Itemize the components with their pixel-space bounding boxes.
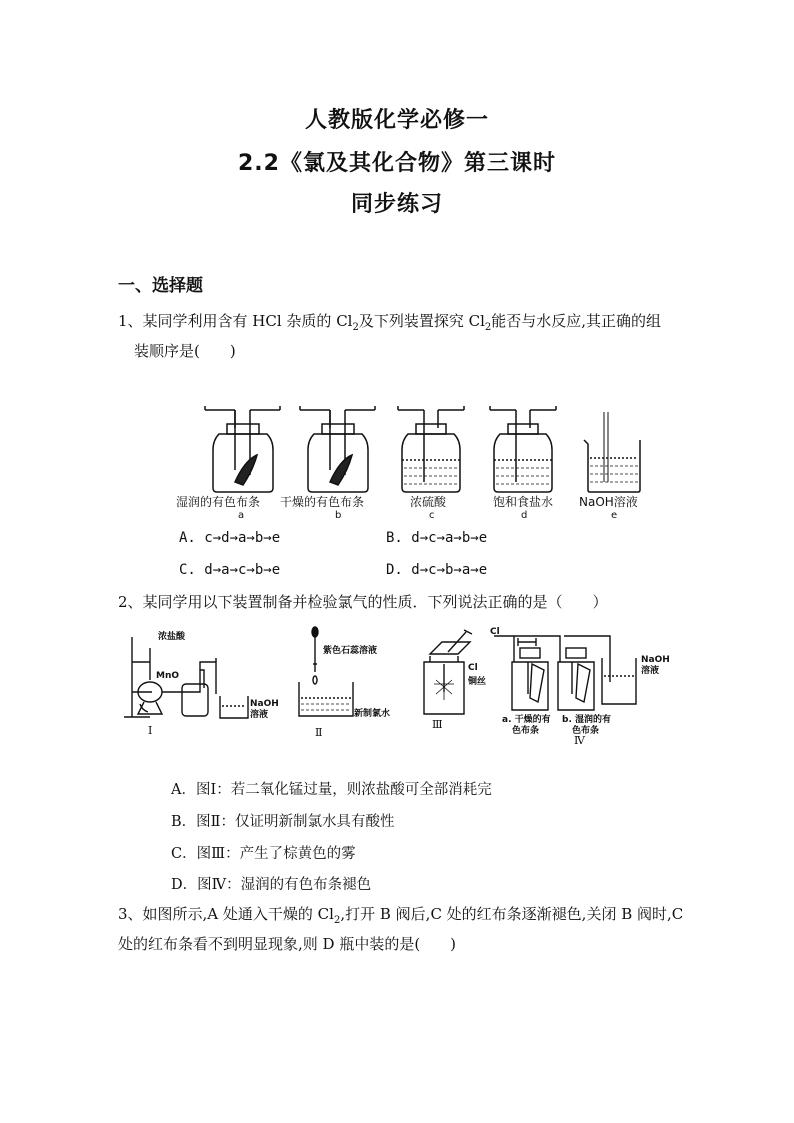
fig1-label-hcl: 浓盐酸 — [158, 632, 186, 642]
bottle-d — [490, 406, 556, 492]
question-2-text: 2、某同学用以下装置制备并检验氯气的性质．下列说法正确的是（ ） — [118, 593, 608, 611]
fig3-label-copper: 铜丝 — [468, 677, 487, 687]
doc-title-line2: 2.2《氯及其化合物》第三课时 — [238, 151, 556, 176]
question-2-figure — [120, 622, 680, 747]
fig2-label-chlorine-water: 新制氯水 — [354, 709, 391, 719]
doc-title-line3: 同步练习 — [350, 192, 443, 217]
fig1-label-mno2: MnO — [156, 671, 180, 681]
q1-option-a[interactable]: A. c→d→a→b→e — [179, 530, 281, 546]
apparatus-3 — [424, 630, 472, 714]
bottle-c — [398, 406, 464, 492]
bottle-a — [205, 406, 280, 492]
q1-option-c[interactable]: C. d→a→c→b→e — [179, 562, 281, 578]
label-d: 饱和食盐水 — [493, 495, 554, 509]
fig-roman-4: Ⅳ — [574, 734, 585, 747]
q1-option-b[interactable]: B. d→c→a→b→e — [386, 530, 488, 546]
fig4-label-b-line2: 色布条 — [572, 726, 600, 736]
q1-option-d[interactable]: D. d→c→b→a→e — [386, 562, 488, 578]
label-e: NaOH溶液 — [579, 495, 638, 509]
fig4-label-b-line1: b. 湿润的有 — [562, 715, 611, 725]
q2-option-d[interactable]: D．图Ⅳ：湿润的有色布条褪色 — [171, 877, 372, 893]
apparatus-2 — [299, 627, 353, 716]
fig1-label-naoh: NaOH — [250, 699, 279, 709]
fig3-label-cl2: Cl — [468, 663, 478, 673]
question-1-text-line2: 装顺序是( ) — [134, 342, 236, 360]
fig4-label-a-line1: a. 干燥的有 — [502, 715, 551, 725]
fig-roman-3: Ⅲ — [432, 718, 443, 731]
apparatus-1 — [124, 637, 248, 718]
letter-b: b — [335, 510, 342, 520]
label-a: 湿润的有色布条 — [176, 495, 261, 509]
fig4-label-naoh: NaOH — [641, 655, 670, 665]
letter-d: d — [521, 510, 528, 520]
apparatus-4 — [494, 636, 636, 710]
label-c: 浓硫酸 — [410, 495, 447, 509]
fig4-label-cl2: Cl — [490, 627, 500, 637]
q2-option-b[interactable]: B．图Ⅱ：仅证明新制氯水具有酸性 — [171, 814, 395, 830]
letter-c: c — [429, 510, 435, 520]
question-1-figure — [170, 400, 650, 520]
letter-a: a — [238, 510, 245, 520]
label-b: 干燥的有色布条 — [280, 495, 365, 509]
fig4-label-a-line2: 色布条 — [512, 726, 540, 736]
beaker-e — [584, 412, 640, 492]
q2-option-c[interactable]: C．图Ⅲ：产生了棕黄色的雾 — [171, 846, 356, 862]
fig-roman-1: Ⅰ — [148, 724, 153, 737]
doc-title-line1: 人教版化学必修一 — [304, 108, 489, 133]
fig-roman-2: Ⅱ — [315, 726, 323, 739]
fig4-label-solution: 溶液 — [641, 666, 660, 676]
question-3-text: 3、如图所示,A 处通入干燥的 $Cl_2$,打开 B 阀后,C 处的红布条逐渐褪色,关闭 B 阀时,C — [118, 905, 684, 926]
q2-option-a[interactable]: A．图Ⅰ：若二氧化锰过量，则浓盐酸可全部消耗完 — [171, 782, 492, 798]
question-3-text-line2: 处的红布条看不到明显现象,则 D 瓶中装的是( ) — [118, 935, 457, 953]
fig2-label-litmus: 紫色石蕊溶液 — [323, 646, 378, 656]
letter-e: e — [611, 510, 618, 520]
fig1-label-solution: 溶液 — [250, 710, 269, 720]
question-1-text: 1、某同学利用含有 HCl 杂质的 $Cl_2$及下列装置探究 $Cl_2$能否与水反应,其正确的组 — [118, 312, 662, 333]
section-heading: 一、选择题 — [118, 276, 203, 296]
bottle-b — [300, 406, 375, 492]
